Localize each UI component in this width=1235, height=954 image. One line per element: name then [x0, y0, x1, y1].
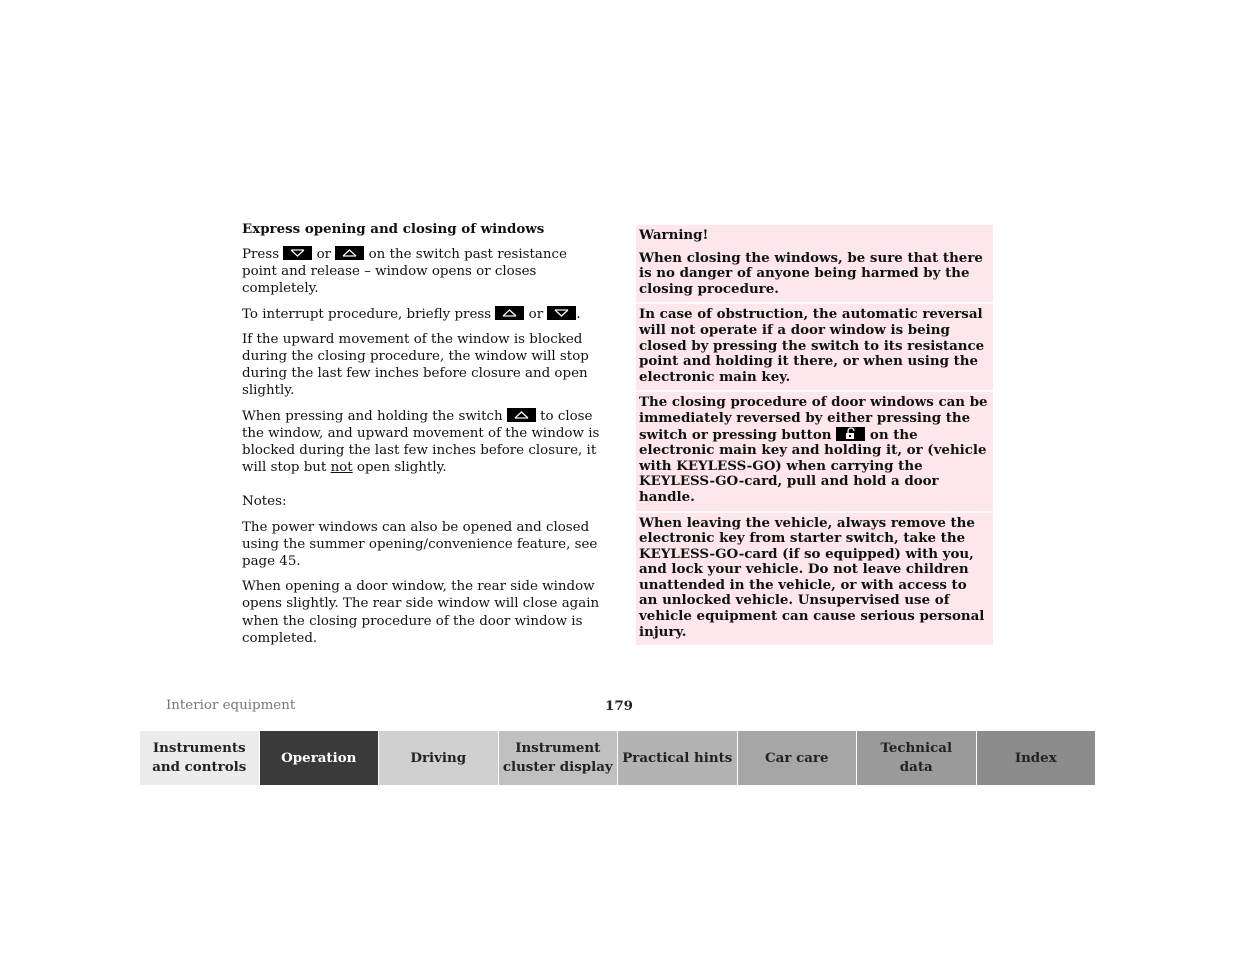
tab-operation[interactable]: Operation [260, 731, 380, 785]
footer-section-name: Interior equipment [166, 698, 296, 713]
warning-box [636, 225, 993, 647]
warning-text [639, 395, 989, 505]
text: When pressing and holding the switch [242, 408, 503, 424]
note-summer-opening: The power windows can also be opened and closed using the summer opening/convenience feature, see page 45. [242, 519, 598, 570]
paragraph-hold-switch [242, 408, 604, 477]
tab-practical-hints[interactable]: Practical hints [618, 731, 738, 785]
tab-instruments-and-controls[interactable]: Instruments and controls [140, 731, 260, 785]
window-up-key-icon [507, 408, 536, 422]
window-down-key-icon [547, 306, 576, 320]
text: Press [242, 247, 280, 262]
text: The closing procedure of door windows can be immediately reversed by either pressing the switch or pressing button [639, 394, 988, 443]
tab-technical-data[interactable]: Technical data [857, 731, 977, 785]
window-up-key-icon [335, 246, 364, 260]
tab-car-care[interactable]: Car care [738, 731, 858, 785]
warning-block [636, 392, 993, 510]
paragraph-express-operation [242, 246, 604, 298]
warning-block [636, 513, 993, 646]
tab-index[interactable]: Index [977, 731, 1096, 785]
chapter-tab-bar [140, 731, 1095, 785]
text: on the electronic main key and holding it, or (vehicle with KEYLESS-GO) when carrying the KEYLESS-GO-card, pull and hold a door handle. [639, 426, 987, 505]
page-number: 179 [605, 698, 633, 714]
tab-driving[interactable]: Driving [379, 731, 499, 785]
warning-title: Warning! [639, 227, 709, 243]
notes-label: Notes: [242, 494, 287, 510]
text: To interrupt procedure, briefly press [242, 306, 492, 322]
text: to close the window, and upward movement of the window is blocked during the last few inches before closure, it will stop but [242, 408, 600, 476]
warning-block [636, 225, 993, 302]
paragraph-blocked: If the upward movement of the window is blocked during the closing procedure, the window will stop during the last few inches before closure and open slightly. [242, 331, 589, 399]
unlock-button-icon [836, 427, 865, 441]
window-up-key-icon [495, 306, 524, 320]
tab-instrument-cluster-display[interactable]: Instrument cluster display [499, 731, 619, 785]
warning-block [636, 304, 993, 390]
window-down-key-icon [283, 246, 312, 260]
text: on the switch past resistance point and release – window opens or closes completely. [242, 247, 567, 297]
text: . [576, 306, 581, 322]
warning-text: In case of obstruction, the automatic reversal will not operate if a door window is being closed by pressing the switch to its resistance point and holding it there, or when using the electronic main key. [639, 306, 985, 385]
paragraph-interrupt [242, 306, 604, 323]
warning-text: When closing the windows, be sure that there is no danger of anyone being harmed by the closing procedure. [639, 249, 983, 297]
section-heading: Express opening and closing of windows [242, 221, 545, 237]
text: or [316, 247, 332, 262]
text: or [528, 306, 544, 322]
note-rear-window: When opening a door window, the rear side window opens slightly. The rear side window will close again when the closing procedure of the door window is completed. [242, 579, 600, 646]
main-text-column [242, 221, 604, 655]
underlined-text: not [330, 460, 353, 476]
warning-text: When leaving the vehicle, always remove the electronic key from starter switch, take the KEYLESS-GO-card (if so equipped) with you, and lock your vehicle. Do not leave children unattended in the vehicle, or with access to an unlocked vehicle. Unsupervised use of vehicle equipment can cause serious personal injury. [639, 514, 985, 640]
text: open slightly. [356, 460, 447, 476]
